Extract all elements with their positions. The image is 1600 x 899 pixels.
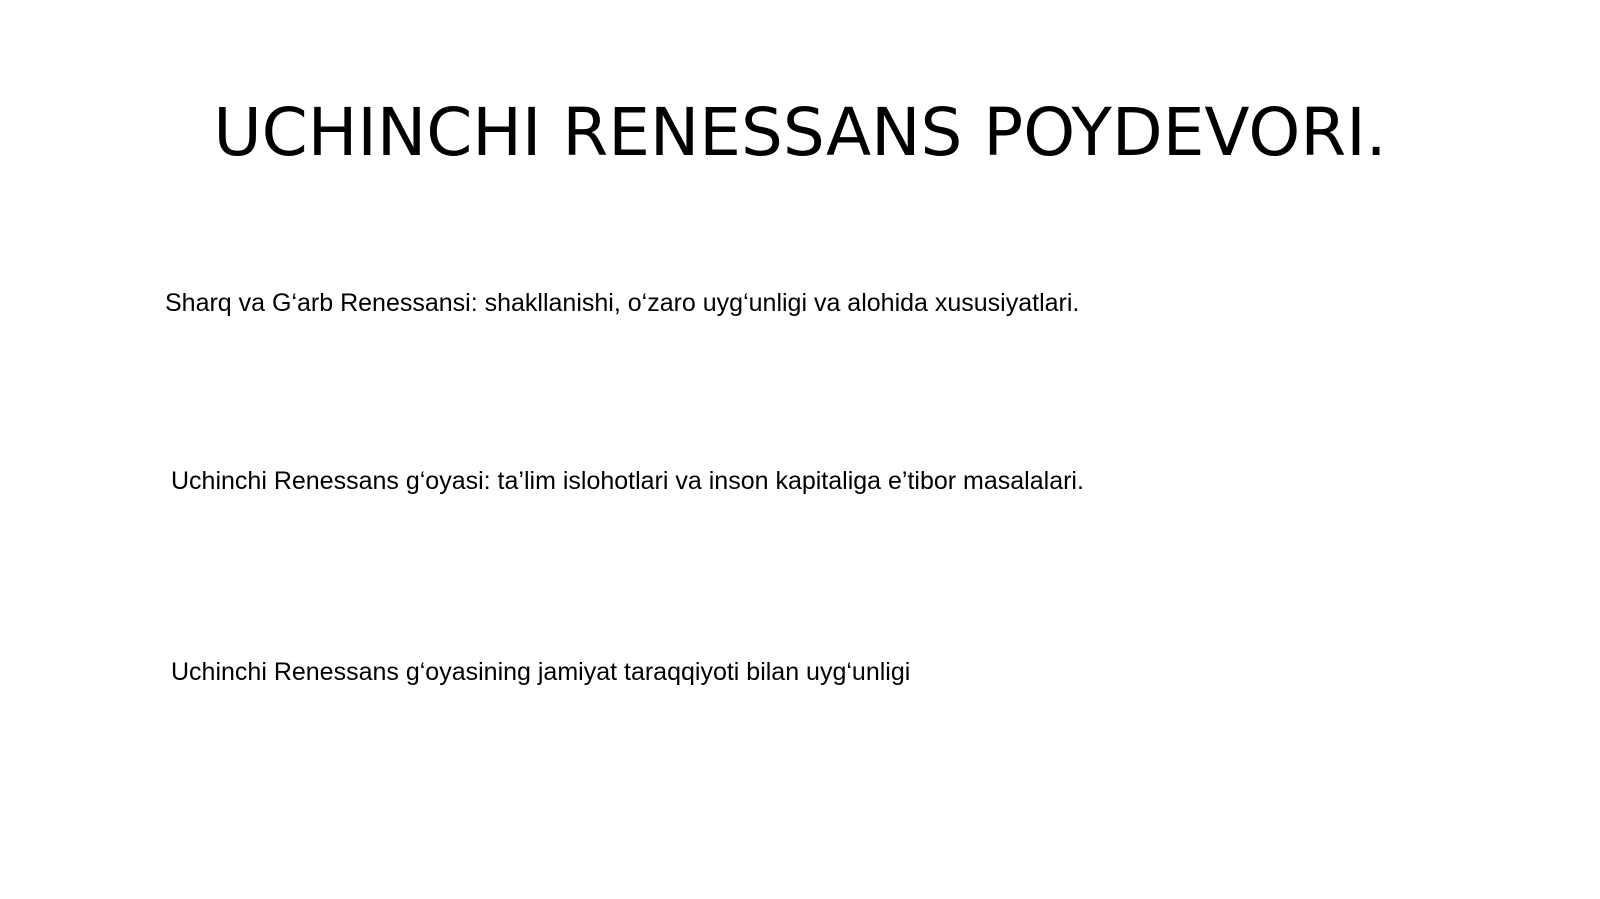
slide-text-item: Uchinchi Renessans g‘oyasining jamiyat taraqqiyoti bilan uyg‘unligi: [171, 658, 911, 686]
slide-text-item: Uchinchi Renessans g‘oyasi: ta’lim islohotlari va inson kapitaliga e’tibor masalalari.: [171, 467, 1084, 495]
slide-text-item: Sharq va G‘arb Renessansi: shakllanishi, o‘zaro uyg‘unligi va alohida xususiyatlari.: [165, 289, 1080, 317]
slide-title: UCHINCHI RENESSANS POYDEVORI.: [213, 94, 1387, 171]
